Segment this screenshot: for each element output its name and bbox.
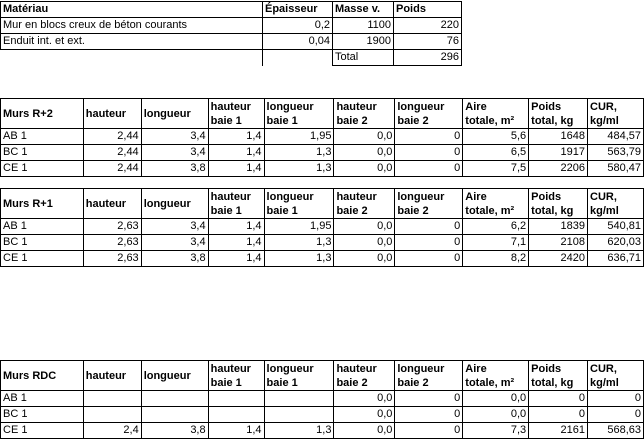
header-line: kg/ml bbox=[590, 114, 619, 127]
header-line: total, kg bbox=[531, 376, 574, 389]
header-cell[interactable] bbox=[463, 99, 529, 129]
header-line: CUR, bbox=[590, 100, 617, 113]
header-line: hauteur bbox=[85, 107, 127, 120]
cell[interactable]: 3,4 bbox=[141, 129, 208, 145]
cell[interactable]: 1,3 bbox=[264, 161, 334, 177]
cell[interactable]: 0 bbox=[395, 251, 463, 267]
cell[interactable]: 0 bbox=[395, 407, 463, 423]
cell[interactable]: 0 bbox=[529, 391, 588, 407]
header-cell[interactable] bbox=[264, 99, 334, 129]
header-line: hauteur bbox=[85, 197, 127, 210]
cell[interactable]: 2,4 bbox=[83, 423, 141, 439]
cell[interactable]: 220 bbox=[394, 18, 462, 34]
cell[interactable]: 0,0 bbox=[334, 391, 395, 407]
row-label-cell[interactable]: BC 1 bbox=[1, 407, 84, 423]
cell[interactable]: 0,0 bbox=[334, 407, 395, 423]
cell[interactable]: 1,4 bbox=[208, 251, 264, 267]
header-line: hauteur bbox=[336, 190, 377, 203]
cell[interactable]: Mur en blocs creux de béton courants bbox=[1, 18, 263, 34]
cell[interactable]: 620,03 bbox=[588, 235, 644, 251]
cell[interactable]: 1,3 bbox=[264, 235, 334, 251]
cell[interactable] bbox=[83, 407, 141, 423]
cell[interactable]: 0 bbox=[395, 423, 463, 439]
cell[interactable]: 2108 bbox=[529, 235, 588, 251]
materials-header-row bbox=[1, 2, 462, 18]
cell[interactable]: 76 bbox=[394, 34, 462, 50]
header-line: totale, m² bbox=[465, 376, 515, 389]
cell[interactable]: 580,47 bbox=[588, 161, 644, 177]
row-label-cell[interactable]: CE 1 bbox=[1, 251, 84, 267]
header-line: baie 2 bbox=[336, 204, 368, 217]
header-line: baie 1 bbox=[266, 204, 298, 217]
row-label-cell[interactable]: AB 1 bbox=[1, 219, 84, 235]
header-cell[interactable]: Épaisseur bbox=[263, 2, 333, 18]
materials-table bbox=[0, 1, 462, 66]
cell[interactable]: 636,71 bbox=[588, 251, 644, 267]
cell[interactable]: 0,0 bbox=[334, 219, 395, 235]
table-row bbox=[1, 407, 644, 423]
row-label-cell[interactable]: AB 1 bbox=[1, 391, 84, 407]
header-cell[interactable] bbox=[208, 189, 264, 219]
cell[interactable]: 6,5 bbox=[463, 145, 529, 161]
header-line: Murs R+2 bbox=[3, 107, 53, 120]
cell[interactable] bbox=[264, 407, 334, 423]
materials-total-row bbox=[1, 50, 462, 66]
header-cell[interactable] bbox=[83, 99, 141, 129]
header-cell[interactable] bbox=[1, 189, 84, 219]
header-line: baie 2 bbox=[397, 204, 429, 217]
cell[interactable]: 1,3 bbox=[264, 145, 334, 161]
table-row bbox=[1, 219, 644, 235]
cell[interactable] bbox=[141, 391, 208, 407]
cell[interactable]: 2,44 bbox=[83, 145, 141, 161]
cell[interactable]: 1,3 bbox=[264, 251, 334, 267]
header-cell[interactable] bbox=[334, 99, 395, 129]
cell[interactable]: 2,63 bbox=[83, 251, 141, 267]
cell[interactable]: 7,3 bbox=[463, 423, 529, 439]
header-cell[interactable]: Poids bbox=[394, 2, 462, 18]
header-line: CUR, bbox=[590, 362, 617, 375]
cell[interactable]: Enduit int. et ext. bbox=[1, 34, 263, 50]
cell[interactable]: 3,8 bbox=[141, 423, 208, 439]
cell[interactable]: 1,4 bbox=[208, 145, 264, 161]
header-cell[interactable] bbox=[141, 189, 208, 219]
header-line: hauteur bbox=[336, 362, 377, 375]
header-line: longueur bbox=[397, 362, 445, 375]
cell[interactable]: 3,8 bbox=[141, 161, 208, 177]
table-row bbox=[1, 235, 644, 251]
header-line: baie 2 bbox=[397, 376, 429, 389]
cell[interactable]: 2161 bbox=[529, 423, 588, 439]
header-cell[interactable] bbox=[588, 361, 644, 391]
cell[interactable]: 0 bbox=[395, 235, 463, 251]
header-cell[interactable] bbox=[463, 189, 529, 219]
header-line: Murs R+1 bbox=[3, 197, 53, 210]
cell[interactable]: 2,63 bbox=[83, 219, 141, 235]
walls-table bbox=[0, 98, 644, 177]
cell[interactable] bbox=[141, 407, 208, 423]
header-cell[interactable] bbox=[588, 189, 644, 219]
cell[interactable]: 0 bbox=[395, 145, 463, 161]
walls-header-row bbox=[1, 99, 644, 129]
cell[interactable]: 0 bbox=[588, 407, 644, 423]
cell[interactable] bbox=[208, 391, 264, 407]
cell[interactable]: 484,57 bbox=[588, 129, 644, 145]
header-cell[interactable] bbox=[208, 99, 264, 129]
header-line: longueur bbox=[143, 369, 191, 382]
cell[interactable] bbox=[264, 391, 334, 407]
walls-table bbox=[0, 360, 644, 439]
header-line: longueur bbox=[143, 197, 191, 210]
cell[interactable]: 3,4 bbox=[141, 145, 208, 161]
header-cell[interactable] bbox=[529, 361, 588, 391]
table-row bbox=[1, 423, 644, 439]
header-cell[interactable] bbox=[334, 361, 395, 391]
header-line: Aire bbox=[465, 100, 487, 113]
cell[interactable] bbox=[83, 391, 141, 407]
header-line: Aire bbox=[465, 362, 487, 375]
header-line: baie 2 bbox=[336, 376, 368, 389]
row-label-cell[interactable]: CE 1 bbox=[1, 161, 84, 177]
header-cell[interactable] bbox=[141, 99, 208, 129]
header-cell[interactable] bbox=[83, 189, 141, 219]
cell[interactable]: 0 bbox=[395, 129, 463, 145]
header-cell[interactable] bbox=[83, 361, 141, 391]
header-line: Murs RDC bbox=[3, 369, 57, 382]
header-cell[interactable] bbox=[529, 189, 588, 219]
header-line: Poids bbox=[531, 100, 562, 113]
header-line: kg/ml bbox=[590, 204, 619, 217]
header-line: totale, m² bbox=[465, 114, 515, 127]
row-label-cell[interactable]: BC 1 bbox=[1, 235, 84, 251]
cell[interactable]: 0,0 bbox=[334, 145, 395, 161]
header-cell[interactable] bbox=[1, 99, 84, 129]
cell[interactable]: 1,3 bbox=[264, 423, 334, 439]
cell[interactable]: 0,2 bbox=[263, 18, 333, 34]
cell[interactable]: 1,95 bbox=[264, 129, 334, 145]
cell[interactable]: 563,79 bbox=[588, 145, 644, 161]
cell[interactable]: 2420 bbox=[529, 251, 588, 267]
table-row bbox=[1, 145, 644, 161]
row-label-cell[interactable]: CE 1 bbox=[1, 423, 84, 439]
cell[interactable]: 3,8 bbox=[141, 251, 208, 267]
cell[interactable]: 7,5 bbox=[463, 161, 529, 177]
header-line: kg/ml bbox=[590, 376, 619, 389]
cell[interactable]: 1839 bbox=[529, 219, 588, 235]
cell[interactable]: 6,2 bbox=[463, 219, 529, 235]
table-row bbox=[1, 391, 644, 407]
total-value[interactable]: 296 bbox=[394, 50, 462, 66]
cell[interactable]: 0,04 bbox=[263, 34, 333, 50]
cell[interactable]: 0 bbox=[395, 219, 463, 235]
table-row bbox=[1, 161, 644, 177]
empty-cell[interactable] bbox=[1, 50, 263, 66]
header-cell[interactable] bbox=[264, 361, 334, 391]
row-label-cell[interactable]: AB 1 bbox=[1, 129, 84, 145]
cell[interactable]: 1,4 bbox=[208, 161, 264, 177]
cell[interactable]: 0,0 bbox=[334, 161, 395, 177]
cell[interactable]: 0,0 bbox=[334, 129, 395, 145]
cell[interactable] bbox=[208, 407, 264, 423]
header-line: longueur bbox=[266, 190, 314, 203]
header-line: totale, m² bbox=[465, 204, 515, 217]
cell[interactable]: 0,0 bbox=[463, 407, 529, 423]
cell[interactable]: 1648 bbox=[529, 129, 588, 145]
cell[interactable]: 1,4 bbox=[208, 219, 264, 235]
header-cell[interactable] bbox=[588, 99, 644, 129]
cell[interactable]: 0 bbox=[588, 391, 644, 407]
cell[interactable]: 3,4 bbox=[141, 235, 208, 251]
walls-table bbox=[0, 188, 644, 267]
cell[interactable]: 0,0 bbox=[463, 391, 529, 407]
cell[interactable]: 1,4 bbox=[208, 235, 264, 251]
total-label[interactable]: Total bbox=[333, 50, 394, 66]
cell[interactable]: 2206 bbox=[529, 161, 588, 177]
header-line: longueur bbox=[266, 362, 314, 375]
header-cell[interactable]: Masse v. bbox=[333, 2, 394, 18]
header-line: total, kg bbox=[531, 204, 574, 217]
header-line: baie 2 bbox=[336, 114, 368, 127]
header-cell[interactable] bbox=[463, 361, 529, 391]
row-label-cell[interactable]: BC 1 bbox=[1, 145, 84, 161]
header-line: hauteur bbox=[210, 100, 251, 113]
cell[interactable]: 8,2 bbox=[463, 251, 529, 267]
cell[interactable]: 0,0 bbox=[334, 235, 395, 251]
table-row bbox=[1, 251, 644, 267]
header-cell[interactable] bbox=[334, 189, 395, 219]
header-cell[interactable] bbox=[395, 361, 463, 391]
header-line: baie 1 bbox=[210, 376, 242, 389]
cell[interactable]: 0,0 bbox=[334, 251, 395, 267]
header-line: baie 1 bbox=[266, 114, 298, 127]
header-line: hauteur bbox=[210, 362, 251, 375]
materials-row bbox=[1, 18, 462, 34]
header-line: baie 2 bbox=[397, 114, 429, 127]
cell[interactable]: 7,1 bbox=[463, 235, 529, 251]
empty-cell[interactable] bbox=[263, 50, 333, 66]
materials-row bbox=[1, 34, 462, 50]
header-cell[interactable] bbox=[141, 361, 208, 391]
walls-header-row bbox=[1, 189, 644, 219]
header-line: total, kg bbox=[531, 114, 574, 127]
cell[interactable]: 2,63 bbox=[83, 235, 141, 251]
header-cell[interactable] bbox=[208, 361, 264, 391]
cell[interactable]: 2,44 bbox=[83, 161, 141, 177]
header-line: CUR, bbox=[590, 190, 617, 203]
header-line: hauteur bbox=[210, 190, 251, 203]
cell[interactable]: 1917 bbox=[529, 145, 588, 161]
header-line: Poids bbox=[531, 362, 562, 375]
header-cell[interactable] bbox=[529, 99, 588, 129]
header-line: baie 1 bbox=[210, 204, 242, 217]
cell[interactable]: 0 bbox=[529, 407, 588, 423]
cell[interactable]: 540,81 bbox=[588, 219, 644, 235]
cell[interactable]: 1,95 bbox=[264, 219, 334, 235]
cell[interactable]: 0 bbox=[395, 161, 463, 177]
header-line: longueur bbox=[143, 107, 191, 120]
header-cell[interactable]: Matériau bbox=[1, 2, 263, 18]
header-line: Poids bbox=[531, 190, 562, 203]
cell[interactable]: 1100 bbox=[333, 18, 394, 34]
header-line: Aire bbox=[465, 190, 487, 203]
header-line: longueur bbox=[397, 100, 445, 113]
header-line: baie 1 bbox=[266, 376, 298, 389]
header-cell[interactable] bbox=[1, 361, 84, 391]
cell[interactable]: 568,63 bbox=[588, 423, 644, 439]
header-line: hauteur bbox=[336, 100, 377, 113]
cell[interactable]: 0 bbox=[395, 391, 463, 407]
cell[interactable]: 1900 bbox=[333, 34, 394, 50]
cell[interactable]: 1,4 bbox=[208, 423, 264, 439]
header-cell[interactable] bbox=[395, 99, 463, 129]
cell[interactable]: 1,4 bbox=[208, 129, 264, 145]
header-line: longueur bbox=[266, 100, 314, 113]
cell[interactable]: 3,4 bbox=[141, 219, 208, 235]
header-line: hauteur bbox=[85, 369, 127, 382]
cell[interactable]: 5,6 bbox=[463, 129, 529, 145]
walls-header-row bbox=[1, 361, 644, 391]
header-cell[interactable] bbox=[264, 189, 334, 219]
cell[interactable]: 0,0 bbox=[334, 423, 395, 439]
cell[interactable]: 2,44 bbox=[83, 129, 141, 145]
header-line: longueur bbox=[397, 190, 445, 203]
header-line: baie 1 bbox=[210, 114, 242, 127]
header-cell[interactable] bbox=[395, 189, 463, 219]
table-row bbox=[1, 129, 644, 145]
